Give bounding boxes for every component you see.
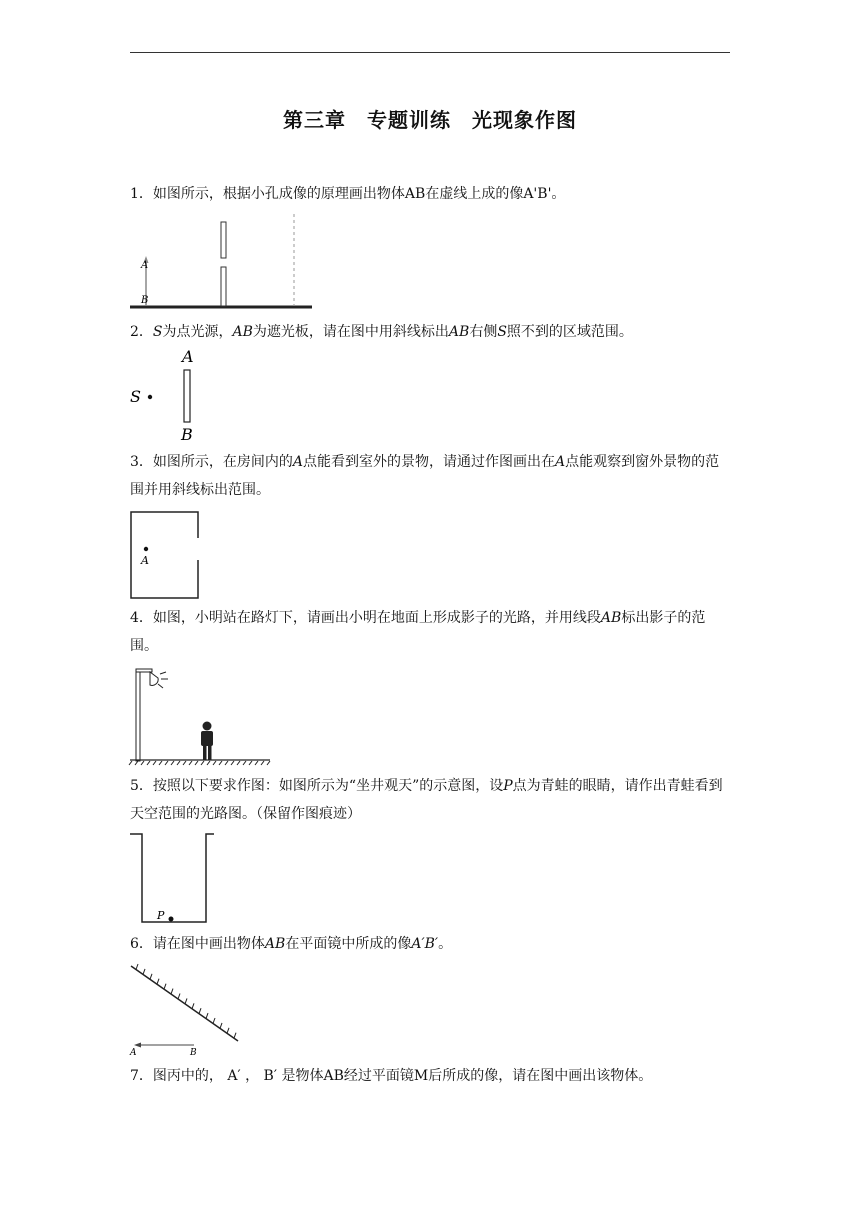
screen-lower: [221, 267, 226, 306]
label-b: B: [190, 1048, 197, 1058]
figure-1-pinhole: [128, 212, 318, 312]
well-walls: [130, 834, 214, 922]
mirror-hatch: [136, 964, 236, 1038]
question-2: 2．S为点光源，AB为遮光板，请在图中用斜线标出AB右侧S照不到的区域范围。: [130, 324, 633, 340]
figure-2-shadow: [128, 346, 218, 446]
label-a: A: [130, 1048, 137, 1058]
label-s: S: [130, 387, 141, 406]
question-7-text: 图丙中的， A′ ， B′ 是物体AB经过平面镜M后所成的像，请在图中画出该物体。: [152, 1068, 653, 1084]
question-3: 3．如图所示，在房间内的A点能看到室外的景物，请通过作图画出在A点能观察到窗外景物的范围并用斜线标出范围。: [130, 454, 720, 498]
light-ray-icon: [160, 672, 166, 674]
arrow-head-icon: [134, 1043, 141, 1048]
person-icon: [201, 722, 213, 761]
ground-hatch: [129, 761, 270, 765]
header-rule: [130, 52, 730, 53]
plane-mirror: [131, 966, 238, 1041]
lamp-post: [136, 669, 140, 761]
label-a: A: [182, 347, 194, 366]
question-4: 4．如图，小明站在路灯下，请画出小明在地面上形成影子的光路，并用线段AB标出影子的范围。: [130, 610, 706, 654]
screen-ab: [184, 370, 190, 422]
figure-4-streetlight: [128, 664, 278, 768]
question-7: 7．图丙中的， A′ ， B′ 是物体AB经过平面镜M后所成的像，请在图中画出该物体。: [130, 1068, 653, 1084]
frog-eye-icon: [169, 917, 174, 922]
point-source-icon: [148, 395, 152, 399]
label-p: P: [157, 909, 165, 922]
label-b: B: [141, 295, 149, 306]
label-a: A: [141, 260, 149, 271]
question-1: 1．如图所示，根据小孔成像的原理画出物体AB在虚线上成的像A'B'。: [130, 186, 566, 202]
label-a: A: [141, 554, 149, 567]
label-b: B: [181, 425, 193, 444]
figure-3-room: [128, 508, 208, 603]
question-5: 5．按照以下要求作图：如图所示为“坐井观天”的示意图，设P点为青蛙的眼睛，请作出青蛙看到天空范围的光路图。（保留作图痕迹）: [130, 778, 723, 822]
figure-6-mirror: [128, 960, 248, 1060]
lamp-icon: [150, 672, 158, 685]
point-a-icon: [144, 547, 148, 551]
light-ray-icon: [158, 684, 163, 688]
question-6: 6．请在图中画出物体AB在平面镜中所成的像A′B′。: [130, 936, 453, 952]
page-title: 第三章 专题训练 光现象作图: [283, 108, 577, 132]
screen-upper: [221, 222, 226, 258]
figure-5-well: [128, 830, 218, 926]
question-1-text: 如图所示，根据小孔成像的原理画出物体AB在虚线上成的像A'B'。: [152, 186, 566, 202]
